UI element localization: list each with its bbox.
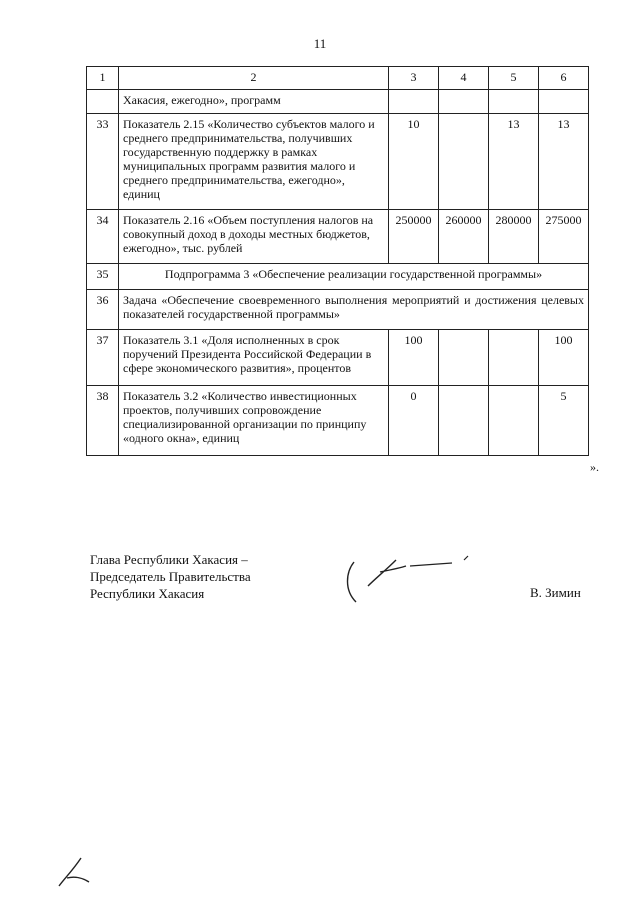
row-number: 36 — [87, 290, 119, 330]
row-indicator-text: Показатель 2.15 «Количество субъектов малого и среднего предпринимательства, получивших государственную поддержку в рамках муниципальных программ развития малого и среднего предпринимательства, ежегодно», единиц — [119, 114, 389, 210]
table-row — [87, 114, 589, 210]
header-col-2: 2 — [119, 67, 389, 90]
table-row — [87, 264, 589, 290]
signatory-title-line-2: Председатель Правительства — [90, 569, 251, 584]
row-value-col-6: 100 — [539, 330, 589, 386]
subprogram-title: Подпрограмма 3 «Обеспечение реализации государственной программы» — [119, 264, 589, 290]
table-row — [87, 90, 589, 114]
row-value-col-5: 13 — [489, 114, 539, 210]
signatory-title-line-3: Республики Хакасия — [90, 586, 205, 601]
row-indicator-text: Показатель 3.1 «Доля исполненных в срок поручений Президента Российской Федерации в сфере экономического развития», процентов — [119, 330, 389, 386]
row-value-col-6: 5 — [539, 386, 589, 456]
closing-quote: ». — [590, 460, 599, 474]
table-row — [87, 210, 589, 264]
row-value-col-6: 275000 — [539, 210, 589, 264]
row-value-col-4 — [439, 90, 489, 114]
signatory-title-line-1: Глава Республики Хакасия – — [90, 552, 248, 567]
row-value-col-4: 260000 — [439, 210, 489, 264]
header-col-4: 4 — [439, 67, 489, 90]
page-number: 11 — [313, 36, 327, 51]
row-value-col-4 — [439, 114, 489, 210]
task-text: Задача «Обеспечение своевременного выполнения мероприятий и достижения целевых показателей государственной программы» — [119, 290, 589, 330]
header-col-1: 1 — [87, 67, 119, 90]
row-number: 35 — [87, 264, 119, 290]
header-col-3: 3 — [389, 67, 439, 90]
table-row — [87, 290, 589, 330]
row-value-col-4 — [439, 330, 489, 386]
row-value-col-6 — [539, 90, 589, 114]
row-value-col-3: 0 — [389, 386, 439, 456]
row-value-col-6: 13 — [539, 114, 589, 210]
table-row — [87, 386, 589, 456]
handwritten-initials-icon — [55, 852, 95, 892]
table-header-row — [87, 67, 589, 90]
signatory-name: В. Зимин — [530, 585, 581, 600]
row-value-col-4 — [439, 386, 489, 456]
indicators-table — [86, 66, 589, 456]
table-row — [87, 330, 589, 386]
row-indicator-text: Показатель 2.16 «Объем поступления налогов на совокупный доход в доходы местных бюджетов, ежегодно», тыс. рублей — [119, 210, 389, 264]
row-indicator-text: Хакасия, ежегодно», программ — [119, 90, 389, 114]
row-value-col-5 — [489, 90, 539, 114]
row-indicator-text: Показатель 3.2 «Количество инвестиционных проектов, получивших сопровождение специализированной организации по принципу «одного окна», единиц — [119, 386, 389, 456]
header-col-5: 5 — [489, 67, 539, 90]
row-value-col-5: 280000 — [489, 210, 539, 264]
row-value-col-3: 250000 — [389, 210, 439, 264]
handwritten-signature-icon — [340, 548, 490, 608]
header-col-6: 6 — [539, 67, 589, 90]
row-number: 38 — [87, 386, 119, 456]
row-value-col-3 — [389, 90, 439, 114]
row-value-col-5 — [489, 330, 539, 386]
row-number — [87, 90, 119, 114]
row-value-col-3: 10 — [389, 114, 439, 210]
row-number: 37 — [87, 330, 119, 386]
signatory-title — [90, 551, 251, 602]
row-number: 33 — [87, 114, 119, 210]
row-value-col-3: 100 — [389, 330, 439, 386]
row-value-col-5 — [489, 386, 539, 456]
row-number: 34 — [87, 210, 119, 264]
